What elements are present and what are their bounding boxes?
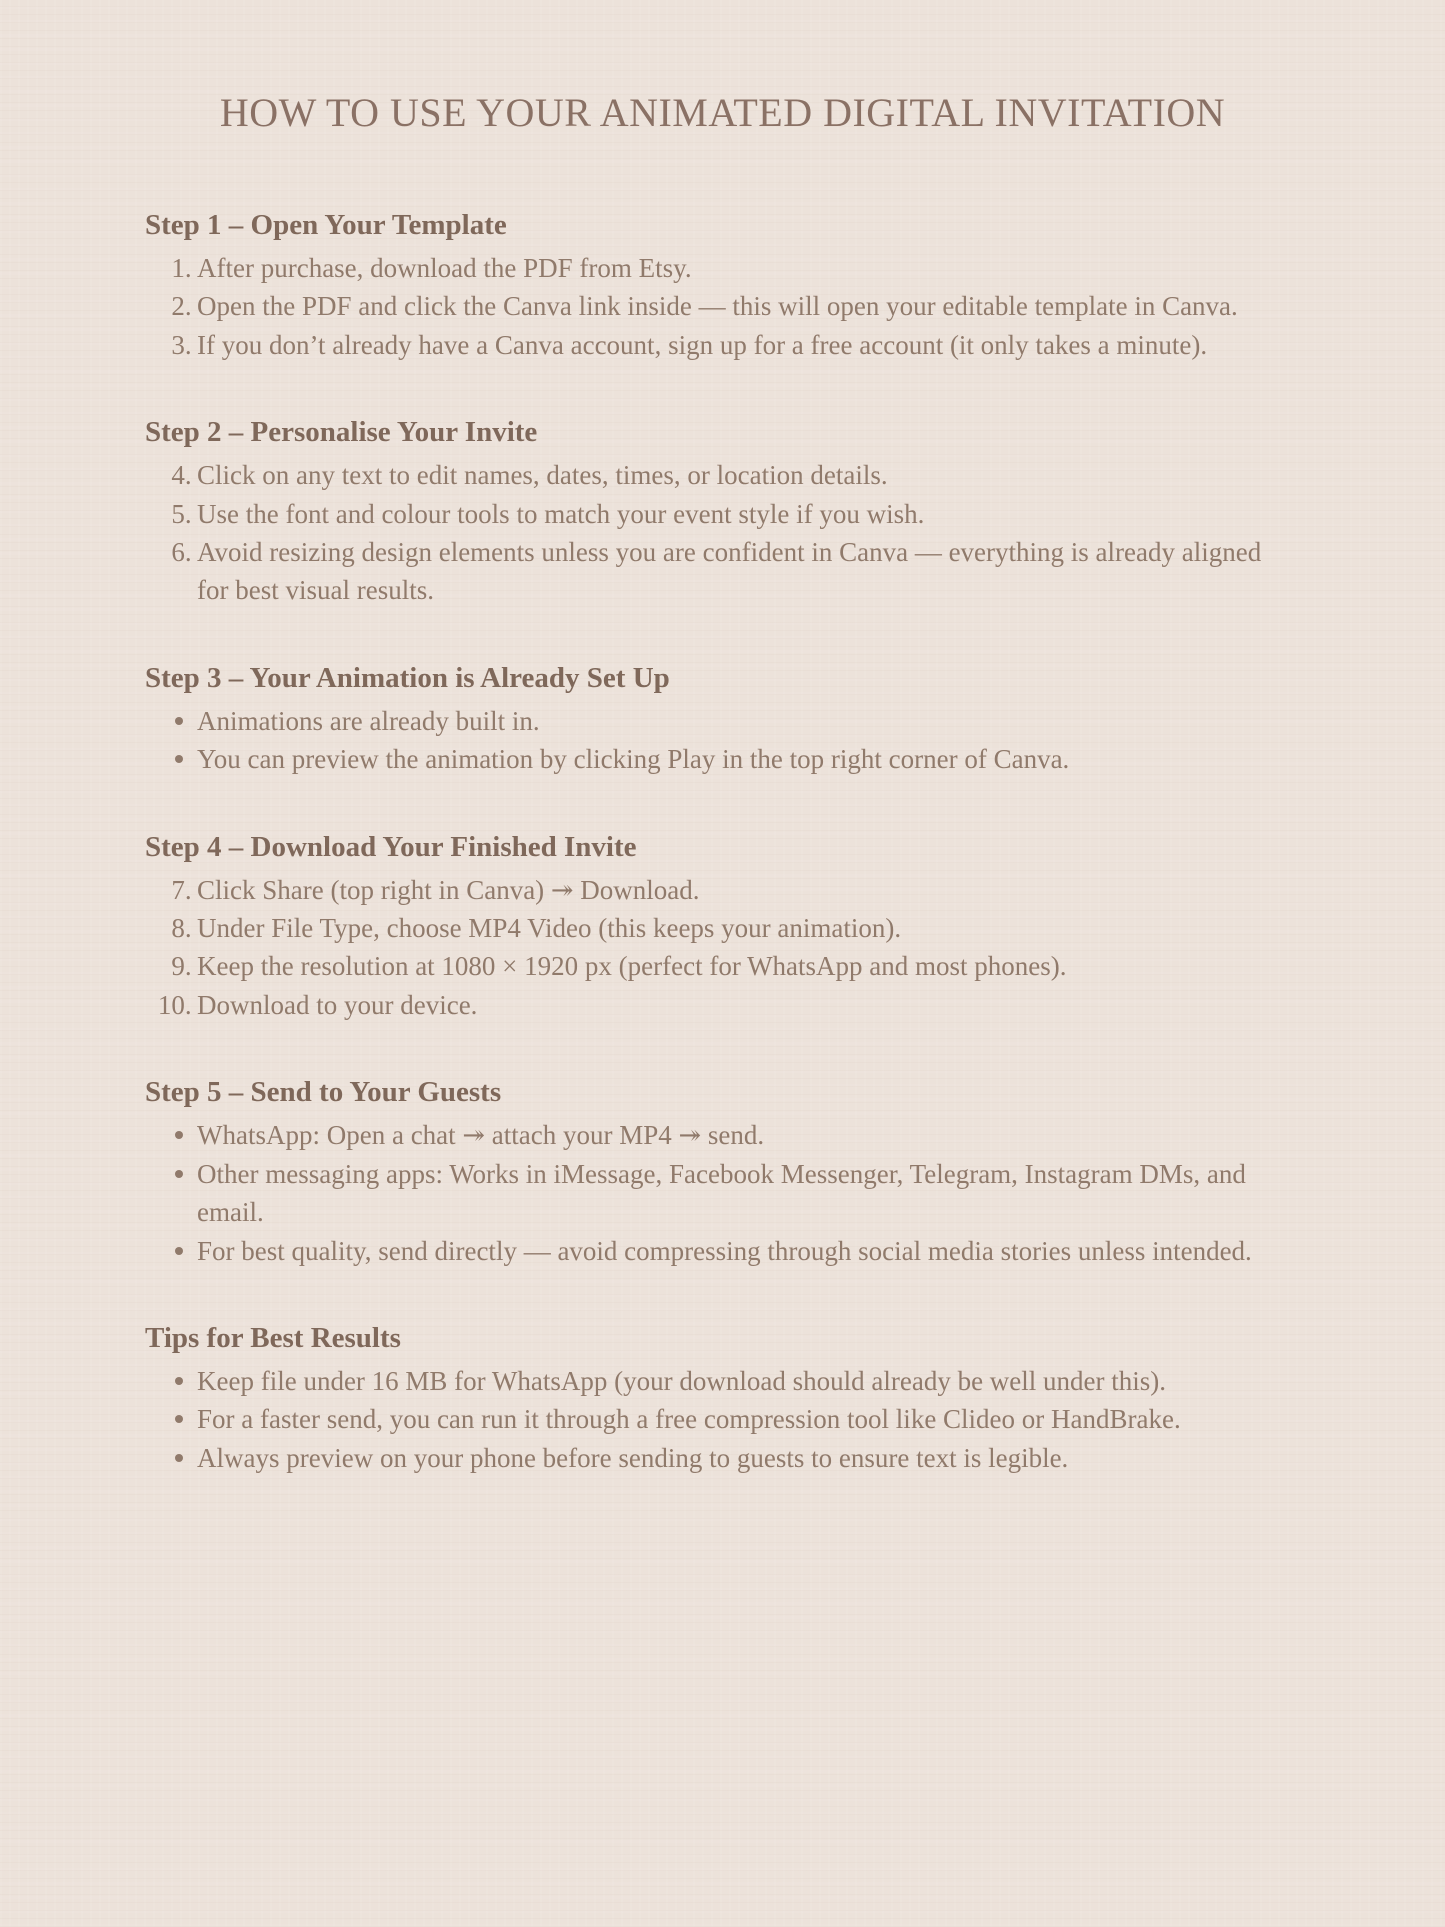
list-item: 4. Click on any text to edit names, dates, times, or location details. (197, 456, 1297, 494)
list-item: 5. Use the font and colour tools to match your event style if you wish. (197, 495, 1297, 533)
list-item: 9. Keep the resolution at 1080 × 1920 px (perfect for WhatsApp and most phones). (197, 947, 1297, 985)
step-2-heading: Step 2 – Personalise Your Invite (145, 416, 538, 449)
step-5-list (145, 1116, 1297, 1270)
list-item: Keep file under 16 MB for WhatsApp (your download should already be well under this). (197, 1362, 1297, 1400)
step-2-list (145, 456, 1297, 610)
list-item: You can preview the animation by clicking Play in the top right corner of Canva. (197, 740, 1297, 778)
step-1-list (145, 249, 1297, 364)
step-4-heading: Step 4 – Download Your Finished Invite (145, 830, 637, 863)
list-item: Animations are already built in. (197, 702, 1297, 740)
step-5-heading: Step 5 – Send to Your Guests (145, 1076, 502, 1109)
section-step-5 (145, 1074, 1300, 1270)
list-item: 2. Open the PDF and click the Canva link inside — this will open your editable template in Canva. (197, 287, 1297, 325)
tips-list (145, 1362, 1297, 1477)
page-title: HOW TO USE YOUR ANIMATED DIGITAL INVITATION (219, 90, 1226, 135)
section-step-4 (145, 829, 1300, 1025)
section-tips (145, 1320, 1300, 1477)
section-step-1 (145, 207, 1300, 364)
step-3-heading: Step 3 – Your Animation is Already Set Up (145, 661, 670, 694)
list-item: 6. Avoid resizing design elements unless you are confident in Canva — everything is already aligned for best visual results. (197, 533, 1297, 610)
list-item: For best quality, send directly — avoid compressing through social media stories unless intended. (197, 1232, 1297, 1270)
step-4-list (145, 871, 1297, 1025)
list-item: Always preview on your phone before sending to guests to ensure text is legible. (197, 1439, 1297, 1477)
list-item: For a faster send, you can run it through a free compression tool like Clideo or HandBrake. (197, 1400, 1297, 1438)
list-item: Other messaging apps: Works in iMessage, Facebook Messenger, Telegram, Instagram DMs, and email. (197, 1155, 1297, 1232)
list-item: 1. After purchase, download the PDF from Etsy. (197, 249, 1297, 287)
section-step-2 (145, 414, 1300, 610)
step-3-list (145, 702, 1297, 779)
list-item: 3. If you don’t already have a Canva account, sign up for a free account (it only takes a minute). (197, 326, 1297, 364)
list-item: 7. Click Share (top right in Canva) ↠ Download. (197, 871, 1297, 909)
section-step-3 (145, 660, 1300, 779)
tips-heading: Tips for Best Results (145, 1321, 401, 1354)
list-item: WhatsApp: Open a chat ↠ attach your MP4 ↠ send. (197, 1116, 1297, 1154)
list-item: 8. Under File Type, choose MP4 Video (this keeps your animation). (197, 909, 1297, 947)
step-1-heading: Step 1 – Open Your Template (145, 209, 507, 241)
list-item: 10. Download to your device. (197, 986, 1297, 1024)
